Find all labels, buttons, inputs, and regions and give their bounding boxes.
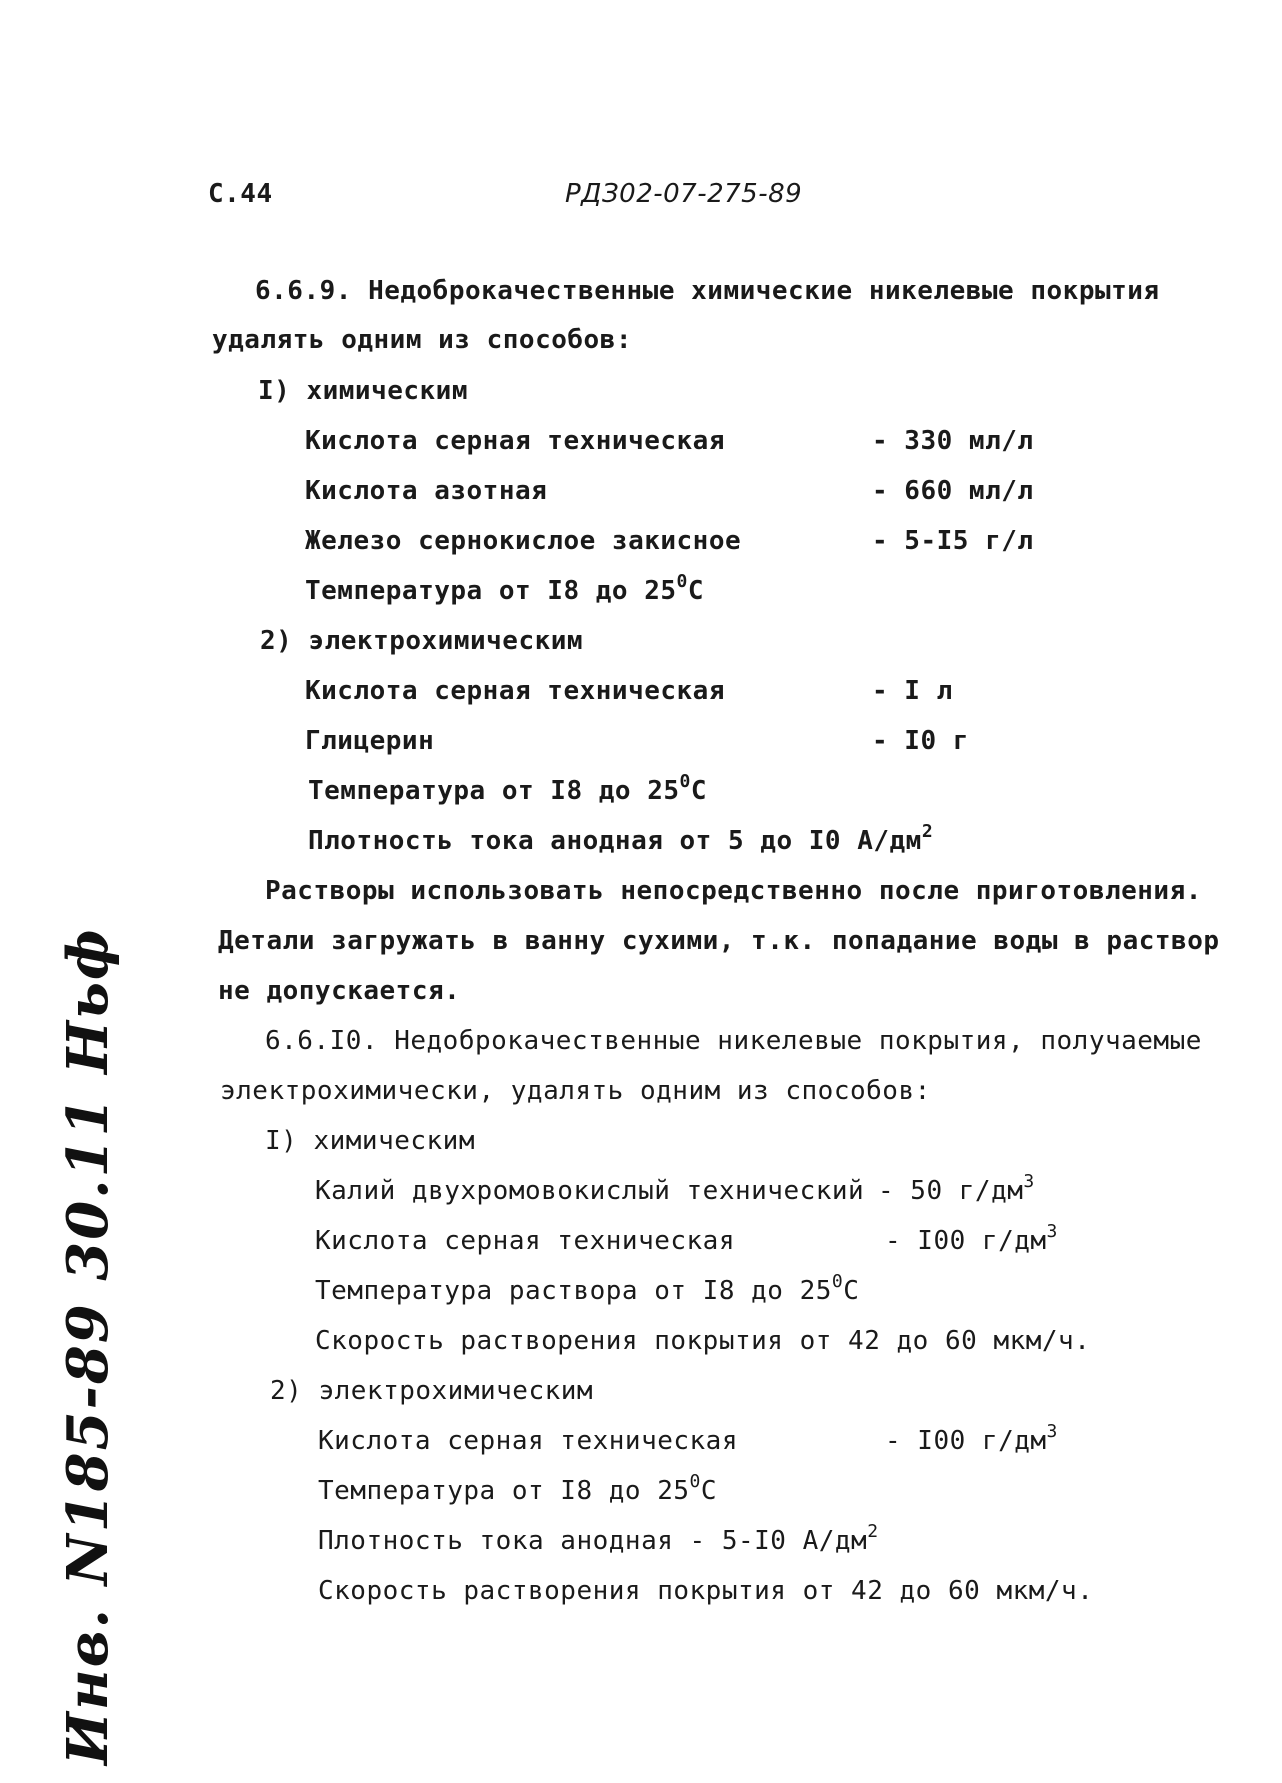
reagent-value: - 330 мл/л: [872, 426, 1034, 456]
section-669-line2: удалять одним из способов:: [212, 325, 632, 355]
inventory-stamp: Инв. N185-89 30.11 Ньф: [55, 927, 121, 1765]
reagent-name: Кислота серная техническая: [318, 1426, 738, 1456]
method2-title: 2) электрохимическим: [270, 1376, 594, 1406]
reagent-value: - 660 мл/л: [872, 476, 1034, 506]
reagent-name: Кислота серная техническая: [305, 426, 725, 456]
reagent-name: Кислота серная техническая: [305, 676, 725, 706]
section-6610-line2: электрохимически, удалять одним из способов:: [220, 1076, 931, 1106]
temperature-line: Температура от I8 до $25^0C$: [318, 1471, 718, 1506]
reagent-value: - I00 $г/дм^3$: [885, 1221, 1058, 1256]
current-density-line: Плотность тока анодная от 5 до I0 $А/дм^2$: [308, 821, 934, 856]
dissolution-speed-line: Скорость растворения покрытия от 42 до 60 мкм/ч.: [318, 1576, 1094, 1606]
reagent-name: Кислота азотная: [305, 476, 548, 506]
dissolution-speed-line: Скорость растворения покрытия от 42 до 60 мкм/ч.: [315, 1326, 1091, 1356]
temperature-line: Температура от I8 до $25^0C$: [305, 571, 705, 606]
section-669-line1: 6.6.9. Недоброкачественные химические никелевые покрытия: [255, 276, 1160, 306]
method1-title: I) химическим: [258, 376, 468, 406]
note-line: Детали загружать в ванну сухими, т.к. попадание воды в раствор: [218, 926, 1220, 956]
reagent-name: Кислота серная техническая: [315, 1226, 735, 1256]
reagent-value: - 5-I5 г/л: [872, 526, 1034, 556]
temperature-line: Температура от I8 до $25^0C$: [308, 771, 708, 806]
method2-title: 2) электрохимическим: [260, 626, 584, 656]
document-code: РДЗ02-07-275-89: [565, 179, 803, 209]
reagent-value: - I00 $г/дм^3$: [885, 1421, 1058, 1456]
reagent-value: - I0 г: [872, 726, 969, 756]
reagent-name: Калий двухромовокислый технический: [315, 1176, 865, 1206]
section-6610-line1: 6.6.I0. Недоброкачественные никелевые покрытия, получаемые: [265, 1026, 1202, 1056]
temperature-line: Температура раствора от I8 до $25^0C$: [315, 1271, 860, 1306]
reagent-name: Железо сернокислое закисное: [305, 526, 742, 556]
reagent-value: - I л: [872, 676, 953, 706]
current-density-line: Плотность тока анодная - 5-I0 $А/дм^2$: [318, 1521, 879, 1556]
reagent-value: - 50 $г/дм^3$: [878, 1171, 1035, 1206]
page-number: С.44: [208, 179, 273, 209]
note-line: Растворы использовать непосредственно после приготовления.: [265, 876, 1202, 906]
note-line: не допускается.: [218, 976, 461, 1006]
reagent-name: Глицерин: [305, 726, 435, 756]
method1-title: I) химическим: [265, 1126, 475, 1156]
